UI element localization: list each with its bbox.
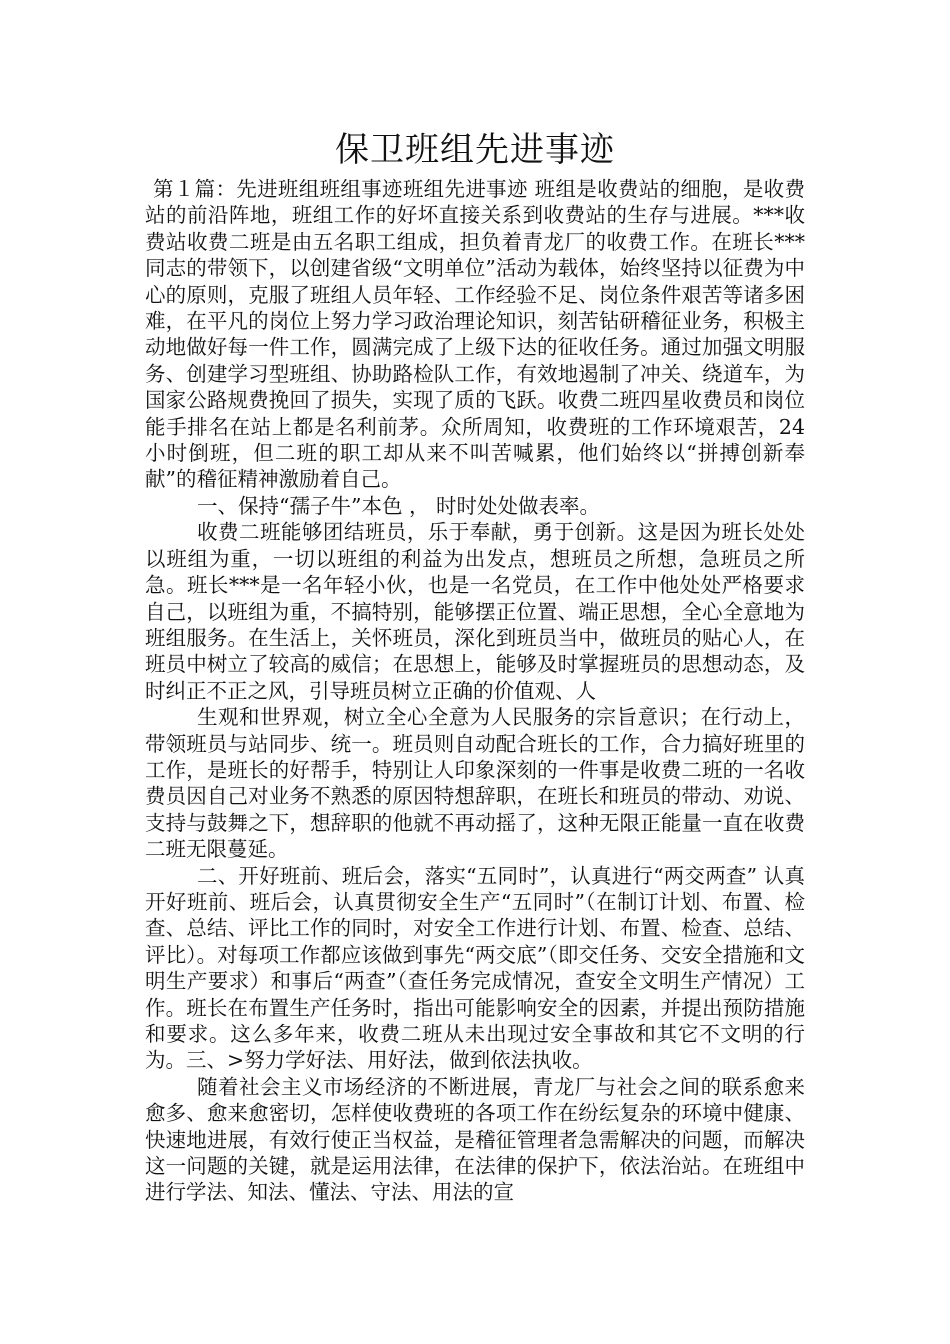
document-title: 保卫班组先进事迹 <box>335 130 615 170</box>
paragraph-section-1-continued: 生观和世界观，树立全心全意为人民服务的宗旨意识；在行动上，带领班员与站同步、统一。班员则自动配合班长的工作，合力搞好班里的工作，是班长的好帮手，特别让人印象深刻的一件事是收费二班的一名收费员因自己对业务不熟悉的原因特想辞职，在班长和班员的带动、劝说、支持与鼓舞之下，想辞职的他就不再动摇了，这种无限正能量一直在收费二班无限蔓延。 <box>145 705 805 862</box>
paragraph-section-1: 收费二班能够团结班员，乐于奉献，勇于创新。这是因为班长处处以班组为重，一切以班组的利益为出发点，想班员之所想，急班员之所急。班长***是一名年轻小伙，也是一名党员，在工作中他处处严格要求自己，以班组为重，不搞特别，能够摆正位置、端正思想，全心全意地为班组服务。在生活上，关怀班员，深化到班员当中，做班员的贴心人，在班员中树立了较高的威信；在思想上，能够及时掌握班员的思想动态，及时纠正不正之风，引导班员树立正确的价值观、人 <box>145 520 805 703</box>
paragraph-section-3: 随着社会主义市场经济的不断进展，青龙厂与社会之间的联系愈来愈多、愈来愈密切，怎样使收费班的各项工作在纷纭复杂的环境中健康、快速地进展，有效行使正当权益，是稽征管理者急需解决的问题，而解决这一问题的关键，就是运用法律，在法律的保护下，依法治站。在班组中进行学法、知法、懂法、守法、用法的宣 <box>145 1074 805 1205</box>
paragraph-intro: 第１篇：先进班组班组事迹班组先进事迹 班组是收费站的细胞，是收费站的前沿阵地，班组工作的好坏直接关系到收费站的生存与进展。***收费站收费二班是由五名职工组成，担负着青龙厂的收费工作。在班长***同志的带领下，以创建省级“文明单位”活动为载体，始终坚持以征费为中心的原则，克服了班组人员年轻、工作经验不足、岗位条件艰苦等诸多困难，在平凡的岗位上努力学习政治理论知识，刻苦钻研稽征业务，积极主动地做好每一件工作，圆满完成了上级下达的征收任务。通过加强文明服务、创建学习型班组、协助路检队工作，有效地遏制了冲关、绕道车，为国家公路规费挽回了损失，实现了质的飞跃。收费二班四星收费员和岗位能手排名在站上都是名利前茅。众所周知，收费班的工作环境艰苦，24小时倒班，但二班的职工却从来不叫苦喊累，他们始终以“拼搏创新奉献”的稽征精神激励着自己。 <box>145 177 805 492</box>
section-heading-1: 一、保持“孺子牛”本色 ， 时时处处做表率。 <box>197 493 600 518</box>
document-page <box>145 128 805 1206</box>
paragraph-section-2: 二、开好班前、班后会，落实“五同时”，认真进行“两交两查” 认真开好班前、班后会，认真贯彻安全生产“五同时”（在制订计划、布置、检查、总结、评比工作的同时，对安全工作进行计划、布置、检查、总结、评比）。对每项工作都应该做到事先“两交底”（即交任务、交安全措施和文明生产要求）和事后“两查”（查任务完成情况，查安全文明生产情况）工作。班长在布置生产任务时，指出可能影响安全的因素，并提出预防措施和要求。这么多年来，收费二班从未出现过安全事故和其它不文明的行为。三、>努力学好法、用好法，做到依法执收。 <box>145 863 805 1073</box>
